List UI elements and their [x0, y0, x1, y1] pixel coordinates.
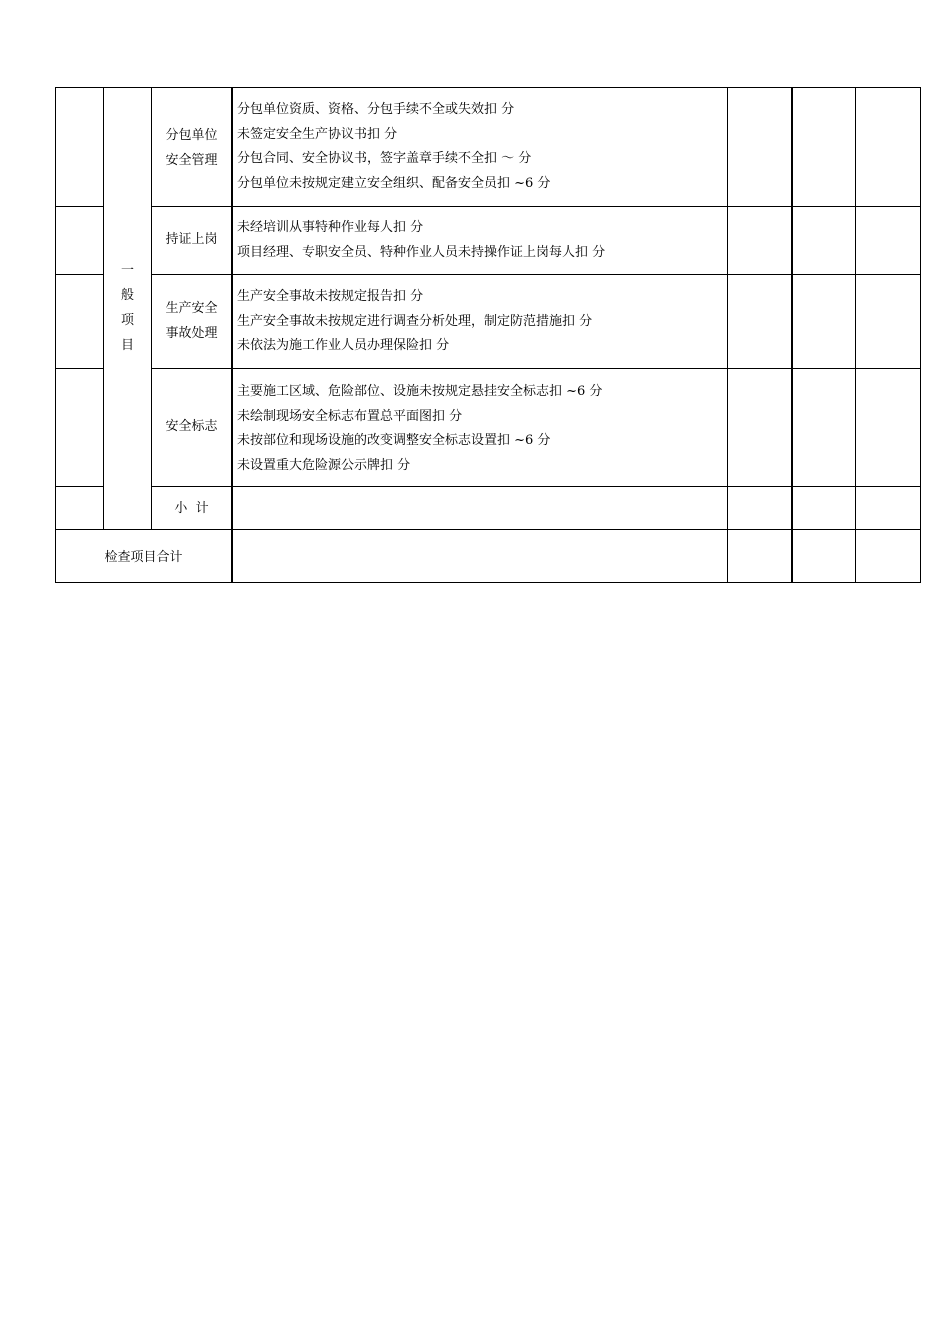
- row-divider: [55, 368, 104, 369]
- row-divider: [55, 274, 104, 275]
- table-border-right: [920, 87, 921, 583]
- criteria-item: 主要施工区域、危险部位、设施未按规定悬挂安全标志扣 ~6 分: [237, 384, 603, 399]
- criteria-item: 未经培训从事特种作业每人扣 分: [237, 220, 424, 235]
- section-name-line: 分包单位: [165, 128, 218, 143]
- column-divider: [727, 87, 728, 583]
- row-divider: [151, 368, 921, 369]
- section-name-line: 安全管理: [165, 152, 218, 168]
- row-divider: [55, 486, 104, 487]
- criteria-item: 分包单位资质、资格、分包手续不全或失效扣 分: [237, 102, 515, 117]
- criteria-item: 未设置重大危险源公示牌扣 分: [237, 457, 411, 473]
- subtotal-label: 小 计: [174, 501, 209, 516]
- criteria-item: 项目经理、专职安全员、特种作业人员未持操作证上岗每人扣 分: [237, 244, 606, 260]
- section-name-line: 事故处理: [165, 325, 218, 341]
- criteria-item: 生产安全事故未按规定报告扣 分: [237, 289, 424, 304]
- section-name-line: 安全标志: [165, 419, 218, 434]
- criteria-item: 未绘制现场安全标志布置总平面图扣 分: [237, 408, 463, 424]
- total-label: 检查项目合计: [104, 550, 183, 565]
- row-divider: [151, 486, 921, 487]
- criteria-item: 分包单位未按规定建立安全组织、配备安全员扣 ~6 分: [237, 175, 551, 191]
- criteria-list: [237, 216, 605, 265]
- group-label-char: 般: [120, 288, 134, 303]
- criteria-list: [237, 285, 592, 359]
- row-divider: [151, 274, 921, 275]
- section-name: [152, 124, 231, 173]
- criteria-item: 未依法为施工作业人员办理保险扣 分: [237, 338, 450, 353]
- section-name: [152, 228, 231, 253]
- group-label-char: 项: [120, 313, 134, 328]
- row-divider: [151, 206, 921, 207]
- column-divider: [855, 87, 856, 583]
- column-divider: [231, 87, 233, 583]
- table-border-left: [55, 87, 56, 583]
- group-label-char: 一: [120, 263, 134, 278]
- group-label: [104, 258, 151, 358]
- section-name: [152, 415, 231, 440]
- criteria-item: 未按部位和现场设施的改变调整安全标志设置扣 ~6 分: [237, 433, 551, 448]
- criteria-item: 分包合同、安全协议书，签字盖章手续不全扣 ～ 分: [237, 151, 532, 166]
- group-label-char: 目: [120, 338, 134, 353]
- criteria-item: 未签定安全生产协议书扣 分: [237, 126, 398, 142]
- criteria-item: 生产安全事故未按规定进行调查分析处理，制定防范措施扣 分: [237, 313, 593, 329]
- column-divider: [791, 87, 793, 583]
- inspection-table: [0, 0, 950, 600]
- section-name-line: 持证上岗: [165, 232, 218, 247]
- row-divider: [55, 206, 104, 207]
- criteria-list: [237, 380, 602, 478]
- section-name-line: 生产安全: [165, 301, 218, 316]
- section-name: [152, 297, 231, 346]
- criteria-list: [237, 98, 550, 196]
